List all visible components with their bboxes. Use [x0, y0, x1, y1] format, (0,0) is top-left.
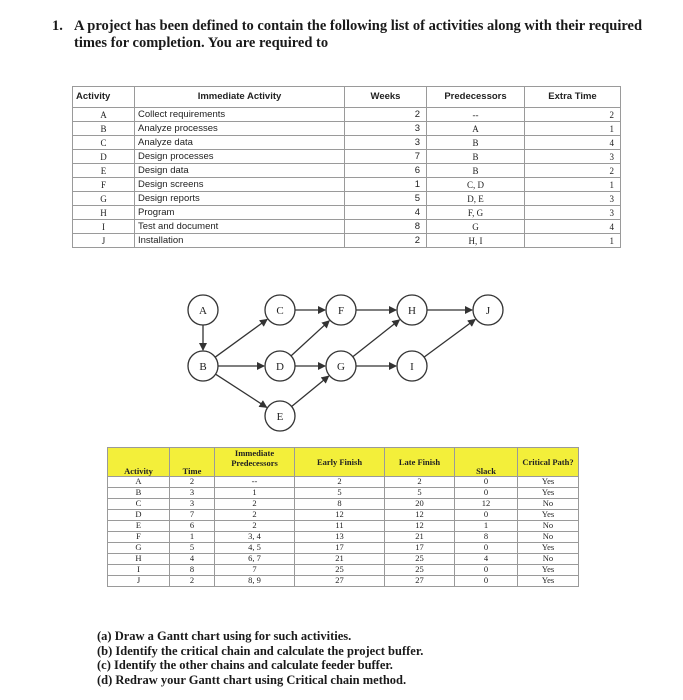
- node-H: [397, 295, 427, 325]
- edge-B-C: [215, 319, 267, 357]
- schedule-early-finish: 25: [295, 565, 385, 576]
- schedule-critical: Yes: [518, 477, 579, 488]
- task-d: (d) Redraw your Gantt chart using Critical chain method.: [97, 672, 407, 687]
- node-A: [188, 295, 218, 325]
- schedule-late-finish: 20: [385, 499, 455, 510]
- edge-D-F: [291, 321, 329, 356]
- schedule-activity: I: [108, 565, 170, 576]
- activity-row: [73, 178, 621, 192]
- schedule-activity: E: [108, 521, 170, 532]
- schedule-activity: B: [108, 488, 170, 499]
- activity-extra-time: 4: [525, 136, 621, 150]
- schedule-activity: D: [108, 510, 170, 521]
- schedule-predecessors: 3, 4: [215, 532, 295, 543]
- schedule-row: [108, 554, 579, 565]
- schedule-time: 2: [170, 576, 215, 587]
- activity-predecessors: H, I: [427, 234, 525, 248]
- schedule-critical: No: [518, 521, 579, 532]
- schedule-slack: 0: [455, 510, 518, 521]
- task-list: [97, 629, 423, 687]
- node-I: [397, 351, 427, 381]
- schedule-row: [108, 543, 579, 554]
- activity-row: [73, 206, 621, 220]
- node-label: F: [337, 305, 345, 317]
- activity-name: Design processes: [135, 150, 345, 164]
- schedule-critical: Yes: [518, 510, 579, 521]
- activity-predecessors: D, E: [427, 192, 525, 206]
- activity-weeks: 1: [345, 178, 427, 192]
- schedule-late-finish: 12: [385, 521, 455, 532]
- edge-E-G: [292, 376, 329, 406]
- activity-extra-time: 4: [525, 220, 621, 234]
- schedule-activity: F: [108, 532, 170, 543]
- schedule-row: [108, 510, 579, 521]
- activity-id: D: [73, 150, 135, 164]
- activity-row: [73, 164, 621, 178]
- node-label: E: [276, 411, 284, 423]
- schedule-late-finish: 25: [385, 565, 455, 576]
- edge-B-E: [216, 374, 267, 407]
- schedule-predecessors: 2: [215, 499, 295, 510]
- schedule-row: [108, 532, 579, 543]
- activity-row: [73, 108, 621, 122]
- activity-id: H: [73, 206, 135, 220]
- schedule-early-finish: 13: [295, 532, 385, 543]
- schedule-late-finish: 12: [385, 510, 455, 521]
- col-activity: Activity: [73, 87, 135, 108]
- schedule-slack: 0: [455, 565, 518, 576]
- schedule-activity: A: [108, 477, 170, 488]
- schedule-early-finish: 8: [295, 499, 385, 510]
- schedule-slack: 0: [455, 543, 518, 554]
- activity-id: A: [73, 108, 135, 122]
- schedule-activity: H: [108, 554, 170, 565]
- col-predecessors: Predecessors: [427, 87, 525, 108]
- schedule-slack: 8: [455, 532, 518, 543]
- activity-weeks: 3: [345, 122, 427, 136]
- schedule-late-finish: 25: [385, 554, 455, 565]
- schedule-activity: G: [108, 543, 170, 554]
- activity-name: Design screens: [135, 178, 345, 192]
- activity-id: G: [73, 192, 135, 206]
- activity-weeks: 2: [345, 234, 427, 248]
- activity-row: [73, 192, 621, 206]
- schedule-activity: C: [108, 499, 170, 510]
- activity-weeks: 8: [345, 220, 427, 234]
- schedule-time: 2: [170, 477, 215, 488]
- schedule-late-finish: 5: [385, 488, 455, 499]
- activity-id: J: [73, 234, 135, 248]
- edge-I-J: [424, 319, 475, 357]
- schedule-slack: 0: [455, 576, 518, 587]
- schedule-time: 6: [170, 521, 215, 532]
- activity-row: [73, 150, 621, 164]
- schedule-predecessors: 2: [215, 521, 295, 532]
- activity-name: Installation: [135, 234, 345, 248]
- schedule-row: [108, 499, 579, 510]
- schedule-critical: No: [518, 499, 579, 510]
- schedule-table: [107, 447, 579, 587]
- col-time: Time: [170, 448, 215, 477]
- schedule-predecessors: 4, 5: [215, 543, 295, 554]
- col-critical-path: Critical Path?: [518, 448, 579, 477]
- activity-row: [73, 136, 621, 150]
- activity-weeks: 4: [345, 206, 427, 220]
- schedule-activity: J: [108, 576, 170, 587]
- schedule-time: 4: [170, 554, 215, 565]
- edge-G-H: [353, 320, 400, 357]
- schedule-critical: Yes: [518, 576, 579, 587]
- activity-weeks: 3: [345, 136, 427, 150]
- col-immediate-predecessors: Immediate Predecessors: [215, 448, 295, 477]
- col-weeks: Weeks: [345, 87, 427, 108]
- activity-predecessors: G: [427, 220, 525, 234]
- schedule-time: 1: [170, 532, 215, 543]
- task-c: (c) Identify the other chains and calculate feeder buffer.: [97, 658, 393, 672]
- activity-weeks: 7: [345, 150, 427, 164]
- col-slack: Slack: [455, 448, 518, 477]
- schedule-row: [108, 565, 579, 576]
- activity-extra-time: 3: [525, 206, 621, 220]
- activity-predecessors: A: [427, 122, 525, 136]
- activity-predecessors: B: [427, 164, 525, 178]
- schedule-slack: 0: [455, 477, 518, 488]
- schedule-row: [108, 576, 579, 587]
- schedule-row: [108, 477, 579, 488]
- activities-table: [72, 86, 621, 248]
- schedule-late-finish: 17: [385, 543, 455, 554]
- activity-predecessors: C, D: [427, 178, 525, 192]
- node-label: B: [199, 361, 207, 373]
- schedule-slack: 1: [455, 521, 518, 532]
- node-B: [188, 351, 218, 381]
- activity-extra-time: 3: [525, 192, 621, 206]
- activity-predecessors: --: [427, 108, 525, 122]
- activity-extra-time: 1: [525, 178, 621, 192]
- col-immediate-activity: Immediate Activity: [135, 87, 345, 108]
- schedule-predecessors: 7: [215, 565, 295, 576]
- node-label: J: [485, 305, 491, 317]
- activity-name: Test and document: [135, 220, 345, 234]
- node-E: [265, 401, 295, 431]
- schedule-slack: 4: [455, 554, 518, 565]
- question-text: A project has been defined to contain the following list of activities along with their required times for completion. You are required to: [74, 18, 643, 51]
- network-diagram: [150, 288, 530, 438]
- activity-id: F: [73, 178, 135, 192]
- schedule-early-finish: 5: [295, 488, 385, 499]
- activity-name: Collect requirements: [135, 108, 345, 122]
- activity-id: I: [73, 220, 135, 234]
- activities-table-header: [73, 87, 621, 108]
- schedule-late-finish: 21: [385, 532, 455, 543]
- schedule-late-finish: 27: [385, 576, 455, 587]
- activity-extra-time: 2: [525, 108, 621, 122]
- activity-name: Analyze processes: [135, 122, 345, 136]
- schedule-time: 3: [170, 499, 215, 510]
- activity-weeks: 2: [345, 108, 427, 122]
- node-C: [265, 295, 295, 325]
- activity-predecessors: B: [427, 150, 525, 164]
- activity-extra-time: 2: [525, 164, 621, 178]
- node-F: [326, 295, 356, 325]
- activity-id: C: [73, 136, 135, 150]
- schedule-predecessors: 2: [215, 510, 295, 521]
- activity-extra-time: 3: [525, 150, 621, 164]
- col-extra-time: Extra Time: [525, 87, 621, 108]
- col-early-finish: Early Finish: [295, 448, 385, 477]
- schedule-early-finish: 12: [295, 510, 385, 521]
- schedule-row: [108, 521, 579, 532]
- schedule-late-finish: 2: [385, 477, 455, 488]
- activity-extra-time: 1: [525, 122, 621, 136]
- schedule-slack: 0: [455, 488, 518, 499]
- node-J: [473, 295, 503, 325]
- schedule-predecessors: --: [215, 477, 295, 488]
- activity-name: Design reports: [135, 192, 345, 206]
- node-label: C: [276, 305, 284, 317]
- node-label: I: [410, 361, 414, 373]
- node-D: [265, 351, 295, 381]
- activity-name: Design data: [135, 164, 345, 178]
- schedule-predecessors: 6, 7: [215, 554, 295, 565]
- schedule-time: 3: [170, 488, 215, 499]
- activity-extra-time: 1: [525, 234, 621, 248]
- activity-row: [73, 234, 621, 248]
- activity-predecessors: B: [427, 136, 525, 150]
- schedule-time: 7: [170, 510, 215, 521]
- schedule-row: [108, 488, 579, 499]
- question-number: 1.: [52, 18, 63, 34]
- schedule-early-finish: 17: [295, 543, 385, 554]
- schedule-predecessors: 8, 9: [215, 576, 295, 587]
- schedule-early-finish: 27: [295, 576, 385, 587]
- activity-id: B: [73, 122, 135, 136]
- schedule-critical: Yes: [518, 488, 579, 499]
- activity-predecessors: F, G: [427, 206, 525, 220]
- activity-id: E: [73, 164, 135, 178]
- schedule-critical: No: [518, 532, 579, 543]
- node-label: D: [276, 361, 284, 373]
- schedule-critical: Yes: [518, 543, 579, 554]
- schedule-early-finish: 2: [295, 477, 385, 488]
- activity-row: [73, 220, 621, 234]
- activity-name: Analyze data: [135, 136, 345, 150]
- schedule-predecessors: 1: [215, 488, 295, 499]
- schedule-early-finish: 11: [295, 521, 385, 532]
- schedule-early-finish: 21: [295, 554, 385, 565]
- activity-name: Program: [135, 206, 345, 220]
- node-label: A: [199, 305, 207, 317]
- col-activity: Activity: [108, 448, 170, 477]
- node-label: G: [337, 361, 345, 373]
- task-a: (a) Draw a Gantt chart using for such activities.: [97, 629, 352, 643]
- activity-row: [73, 122, 621, 136]
- schedule-critical: No: [518, 554, 579, 565]
- task-b: (b) Identify the critical chain and calculate the project buffer.: [97, 643, 424, 658]
- schedule-table-header: [108, 448, 579, 477]
- schedule-critical: Yes: [518, 565, 579, 576]
- activity-weeks: 5: [345, 192, 427, 206]
- node-label: H: [408, 305, 416, 317]
- node-G: [326, 351, 356, 381]
- schedule-time: 5: [170, 543, 215, 554]
- activity-weeks: 6: [345, 164, 427, 178]
- schedule-slack: 12: [455, 499, 518, 510]
- schedule-time: 8: [170, 565, 215, 576]
- col-late-finish: Late Finish: [385, 448, 455, 477]
